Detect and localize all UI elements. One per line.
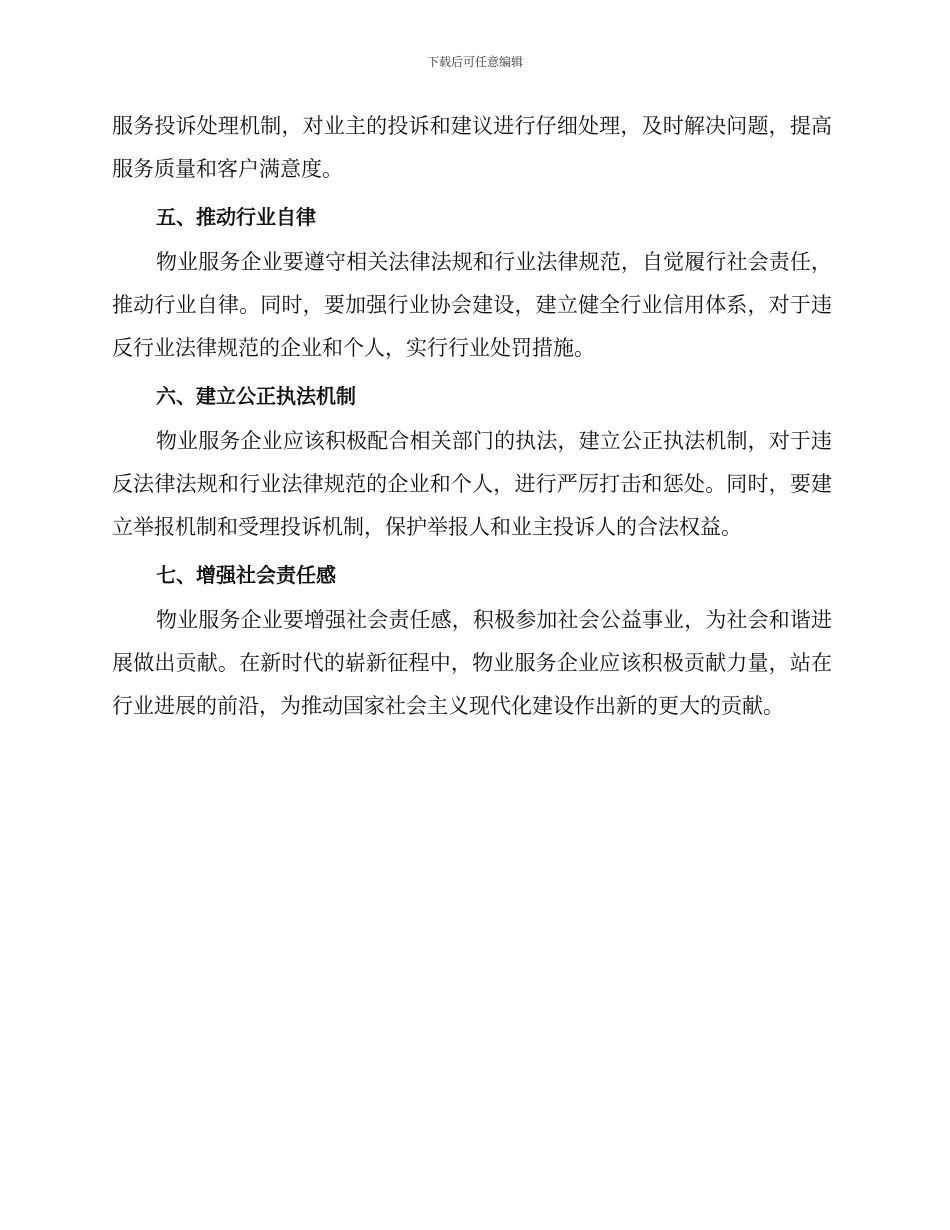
section-heading-7: 七、增强社会责任感 (156, 563, 336, 587)
section-7-paragraph: 物业服务企业要增强社会责任感，积极参加社会公益事业，为社会和谐进展做出贡献。在新时代的崭新征程中，物业服务企业应该积极贡献力量，站在行业进展的前沿，为推动国家社会主义现代化建设作出新的更大的贡献。 (112, 608, 832, 718)
section-6-paragraph: 物业服务企业应该积极配合相关部门的执法，建立公正执法机制，对于违反法律法规和行业法律规范的企业和个人，进行严厉打击和惩处。同时，要建立举报机制和受理投诉机制，保护举报人和业主投诉人的合法权益。 (112, 429, 832, 539)
document-body (112, 105, 832, 728)
section-5-paragraph: 物业服务企业要遵守相关法律法规和行业法律规范，自觉履行社会责任，推动行业自律。同时，要加强行业协会建设，建立健全行业信用体系，对于违反行业法律规范的企业和个人，实行行业处罚措施。 (112, 250, 832, 360)
paragraph-continued: 服务投诉处理机制，对业主的投诉和建议进行仔细处理，及时解决问题，提高服务质量和客户满意度。 (112, 114, 832, 181)
page-header: 下载后可任意编辑 (426, 55, 523, 69)
section-heading-6: 六、建立公正执法机制 (156, 384, 356, 408)
section-heading-5: 五、推动行业自律 (156, 205, 316, 229)
